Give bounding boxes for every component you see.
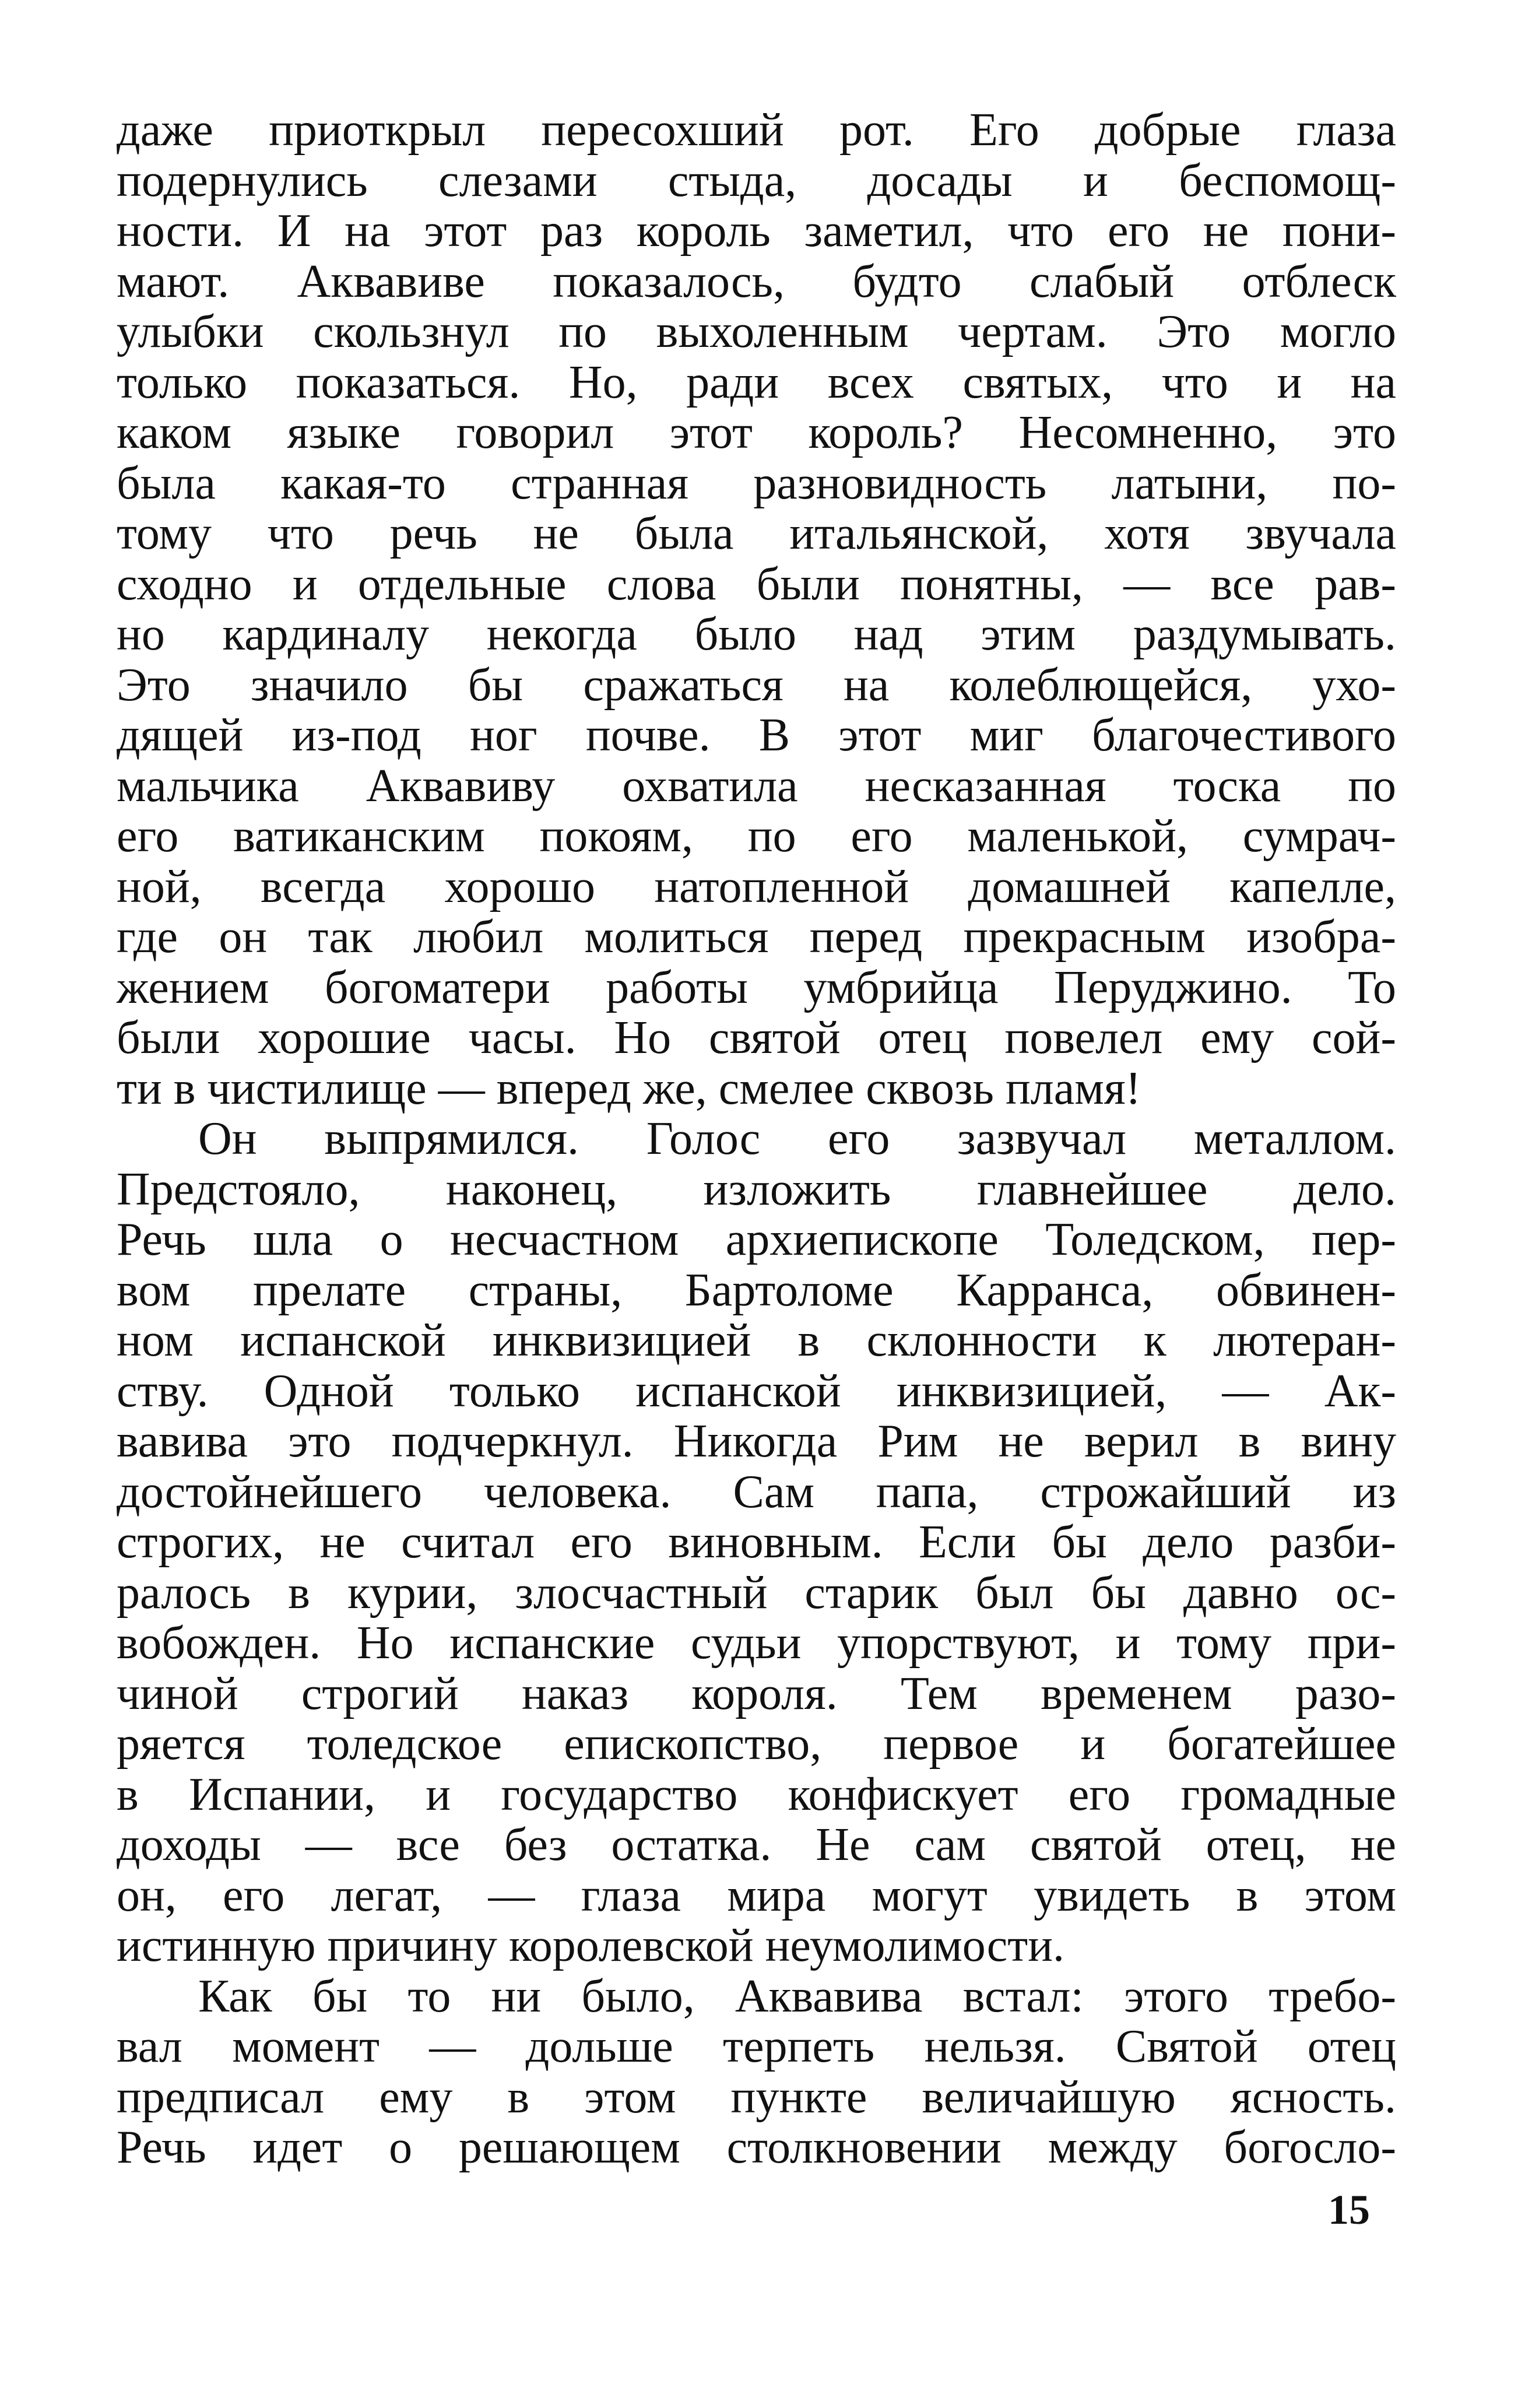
text-line: ной, всегда хорошо натопленной домашней капелле, <box>117 861 1396 912</box>
text-line: улыбки скользнул по выхоленным чертам. Это могло <box>117 306 1396 357</box>
text-line: сходно и отдельные слова были понятны, — все рав- <box>117 558 1396 610</box>
text-line: достойнейшего человека. Сам папа, строжайший из <box>117 1466 1396 1518</box>
text-line: предписал ему в этом пункте величайшую ясность. <box>117 2071 1396 2123</box>
text-line: ности. И на этот раз король заметил, что его не пони- <box>117 205 1396 257</box>
text-line: Как бы то ни было, Аквавива встал: этого требо- <box>198 1970 1396 2022</box>
text-line: ном испанской инквизицией в склонности к лютеран- <box>117 1315 1396 1366</box>
text-line: ряется толедское епископство, первое и богатейшее <box>117 1718 1396 1770</box>
text-line: тому что речь не была итальянской, хотя звучала <box>117 508 1396 559</box>
paragraph <box>117 1971 1396 2173</box>
page-number: 15 <box>1328 2186 1370 2233</box>
text-line: его ватиканским покоям, по его маленькой, сумрач- <box>117 810 1396 862</box>
text-line: Речь шла о несчастном архиепископе Толедском, пер- <box>117 1214 1396 1265</box>
text-line: Предстояло, наконец, изложить главнейшее дело. <box>117 1163 1396 1215</box>
text-line: только показаться. Но, ради всех святых, что и на <box>117 356 1396 408</box>
text-line: где он так любил молиться перед прекрасным изобра- <box>117 911 1396 963</box>
text-line: вобожден. Но испанские судьи упорствуют, и тому при- <box>117 1617 1396 1669</box>
text-line: каком языке говорил этот король? Несомненно, это <box>117 407 1396 458</box>
text-line: доходы — все без остатка. Не сам святой отец, не <box>117 1819 1396 1870</box>
text-line: строгих, не считал его виновным. Если бы дело разби- <box>117 1517 1396 1568</box>
text-line: чиной строгий наказ короля. Тем временем разо- <box>117 1668 1396 1719</box>
text-line: даже приоткрыл пересохший рот. Его добрые глаза <box>117 104 1396 156</box>
text-line: ству. Одной только испанской инквизицией, — Ак- <box>117 1365 1396 1417</box>
paragraph <box>117 1114 1396 1971</box>
text-line: подернулись слезами стыда, досады и беспомощ- <box>117 155 1396 206</box>
text-line: истинную причину королевской неумолимости. <box>117 1920 1065 1971</box>
text-line: были хорошие часы. Но святой отец повелел ему сой- <box>117 1012 1396 1063</box>
text-line: Это значило бы сражаться на колеблющейся, ухо- <box>117 659 1396 711</box>
text-line: но кардиналу некогда было над этим раздумывать. <box>117 609 1396 660</box>
paragraph <box>117 105 1396 1114</box>
text-line: в Испании, и государство конфискует его громадные <box>117 1768 1396 1820</box>
body-text <box>117 105 1396 2173</box>
text-line: Речь идет о решающем столкновении между богосло- <box>117 2122 1396 2173</box>
text-line: ти в чистилище — вперед же, смелее сквозь пламя! <box>117 1062 1141 1114</box>
text-line: Он выпрямился. Голос его зазвучал металлом. <box>198 1113 1396 1164</box>
text-line: мальчика Аквавиву охватила несказанная тоска по <box>117 760 1396 812</box>
text-line: вом прелате страны, Бартоломе Карранса, обвинен- <box>117 1264 1396 1316</box>
text-line: мают. Аквавиве показалось, будто слабый отблеск <box>117 255 1396 307</box>
text-line: была какая-то странная разновидность латыни, по- <box>117 457 1396 509</box>
text-line: жением богоматери работы умбрийца Перуджино. То <box>117 961 1396 1013</box>
text-line: дящей из-под ног почве. В этот миг благочестивого <box>117 710 1396 761</box>
text-line: ралось в курии, злосчастный старик был бы давно ос- <box>117 1567 1396 1619</box>
text-line: он, его легат, — глаза мира могут увидеть в этом <box>117 1869 1396 1921</box>
text-line: вал момент — дольше терпеть нельзя. Святой отец <box>117 2021 1396 2072</box>
text-line: вавива это подчеркнул. Никогда Рим не верил в вину <box>117 1416 1396 1467</box>
